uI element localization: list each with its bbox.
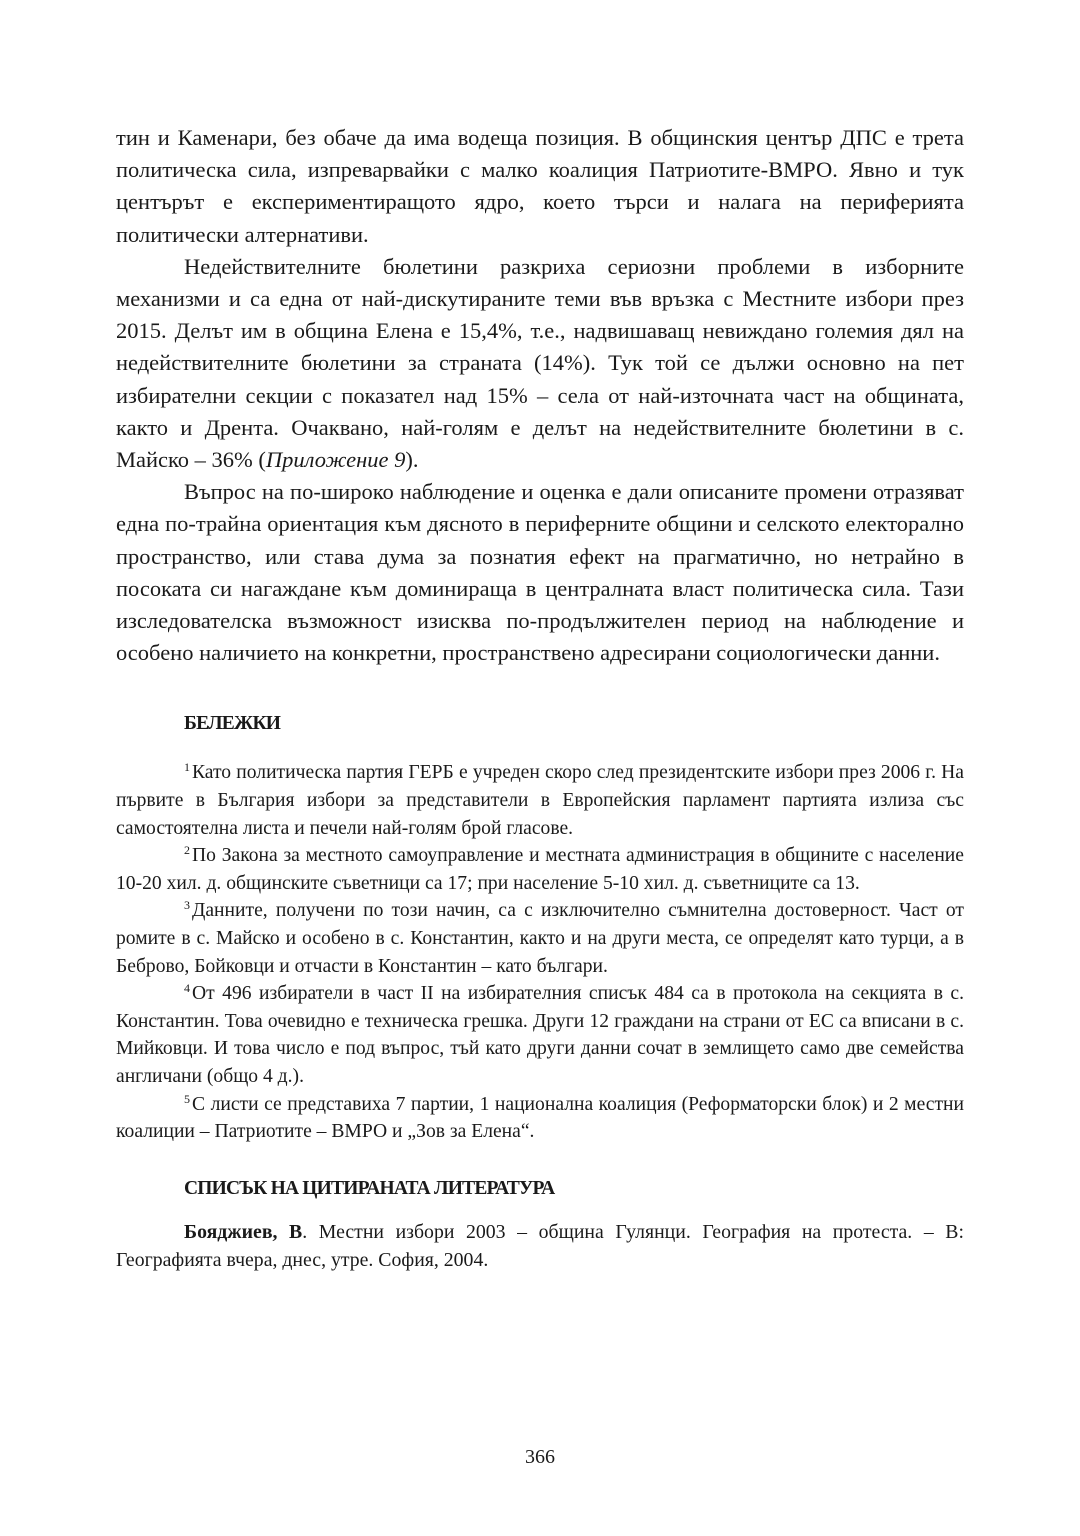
footnote-text: По Закона за местното самоуправление и местната администрация в общините с население 10-20 хил. д. общинските съветници са 17; при население 5-10 хил. д. съветниците са 13. bbox=[116, 845, 964, 894]
footnote-3 bbox=[116, 897, 964, 980]
appendix-reference: Приложение 9 bbox=[265, 447, 406, 473]
footnote-text: С листи се представиха 7 партии, 1 национална коалиция (Реформаторски блок) и 2 местни коалиции – Патриотите – ВМРО и „Зов за Елена“. bbox=[116, 1093, 964, 1143]
footnote-1 bbox=[116, 759, 964, 842]
footnote-text: От 496 избиратели в част II на избирателния списък 484 са в протокола на секцията в с. Константин. Това очевидно е техническа грешка. Други 12 граждани на страни от ЕС са вписани в с. Мийковци. И това число е под въпрос, тъй като други данни сочат в землището само две семейства англичани (общо 4 д.). bbox=[116, 983, 964, 1087]
body-paragraph-2-end: ). bbox=[405, 447, 419, 473]
literature-author: Бояджиев, В bbox=[184, 1220, 303, 1243]
body-paragraph-3: Въпрос на по-широко наблюдение и оценка е дали описаните промени отразяват една по-трайна ориентация към дясното в периферните общини и селското електорално пространство, или става дума за познатия ефект на прагматично, но нетрайно в посоката си нагаждане към доминираща в централната власт политическа сила. Тази изследователска възможност изисква по-продължителен период на наблюдение и особено наличието на конкретни, пространствено адресирани социологически данни. bbox=[116, 479, 964, 666]
footnote-text: Като политическа партия ГЕРБ е учреден скоро след президентските избори през 2006 г. На първите в България избори за представители в Европейския парламент партията излиза със самостоятелна листа и печели най-голям брой гласове. bbox=[116, 762, 964, 839]
footnote-5 bbox=[116, 1091, 964, 1146]
literature-entry bbox=[116, 1218, 964, 1275]
notes-list bbox=[116, 759, 964, 1145]
page-content bbox=[116, 122, 964, 1275]
page-number: 366 bbox=[525, 1446, 555, 1468]
literature-text: . Местни избори 2003 – община Гулянци. География на протеста. – В: Географията вчера, днес, утре. София, 2004. bbox=[116, 1220, 964, 1272]
body-paragraph-2 bbox=[116, 251, 964, 476]
footnote-number: 3 bbox=[184, 898, 190, 913]
literature-heading: СПИСЪК НА ЦИТИРАНАТА ЛИТЕРАТУРА bbox=[184, 1177, 555, 1199]
footnote-text: Данните, получени по този начин, са с изключително съмнителна достоверност. Част от ромите в с. Майско и особено в с. Константин, както и на други места, се определят като турци, а в Беброво, Бойковци и отчасти в Константин – като българи. bbox=[116, 900, 964, 977]
body-paragraph-1: тин и Каменари, без обаче да има водеща позиция. В общинския център ДПС е трета политическа сила, изпреварвайки с малко коалиция Патриотите-ВМРО. Явно и тук центърът е експериментиращото ядро, което търси и налага на периферията политически алтернативи. bbox=[116, 125, 964, 247]
footnote-number: 4 bbox=[184, 981, 190, 996]
literature-list bbox=[116, 1218, 964, 1275]
footnote-number: 1 bbox=[184, 760, 190, 775]
notes-heading: БЕЛЕЖКИ bbox=[184, 713, 281, 735]
footnote-number: 5 bbox=[184, 1091, 190, 1106]
footnote-2 bbox=[116, 842, 964, 897]
footnote-number: 2 bbox=[184, 843, 190, 858]
body-paragraph-2-text: Недействителните бюлетини разкриха сериозни проблеми в изборните механизми и са една от най-дискутираните теми във връзка с Местните избори през 2015. Делът им в община Елена е 15,4%, т.е., надвишаващ невиждано големия дял на недействителните бюлетини за страната (14%). Тук той се дължи основно на пет избирателни секции с показател над 15% – села от най-източната част на общината, както и Дрента. Очаквано, най-голям е делът на недействителните бюлетини в с. Майско – 36% ( bbox=[116, 253, 964, 473]
footnote-4 bbox=[116, 980, 964, 1090]
